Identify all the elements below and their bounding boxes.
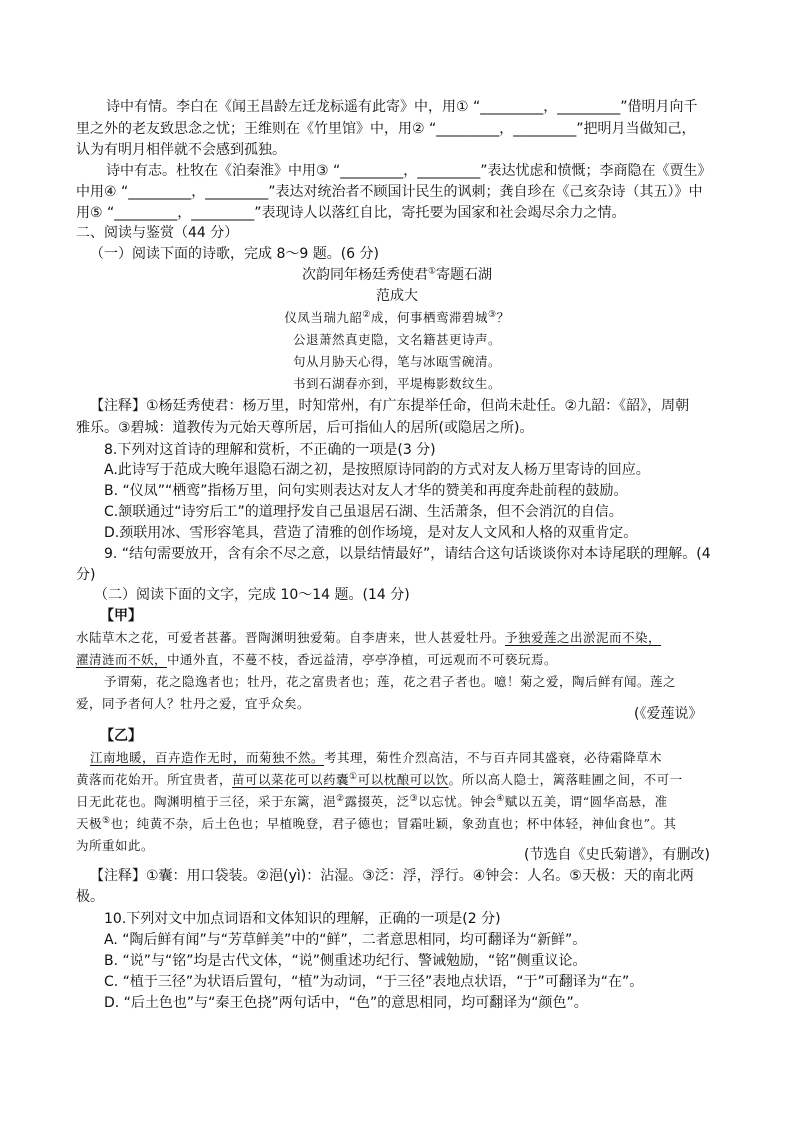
intro-p2-line2: 中用④ “_________，_________”表达对统治者不顾国计民生的讽刺；龚自珍在《己亥杂诗（其五）》中 [76,184,703,200]
q10-stem: 10.下列对文中加点词语和文体知识的理解，正确的一项是(2 分) [104,911,501,927]
poem-line-2: 公退萧然真吏隐，文名籍甚更诗声。 [292,332,501,347]
underlined-sentence-cont: 濯清涟而不妖， [76,652,168,667]
passage-yi-line3: 日无此花也。陶渊明植于三径，采于东篱，浥②露掇英，泛③以忘忧。钟会④赋以五美，谓“圆华高悬，准 [76,793,668,809]
q10-option-c: C. “植于三径”为状语后置句，“植”为动词，“于三径”表地点状语，“于”可翻译为“在”。 [104,974,644,990]
underlined-sentence: 予独爱莲之出淤泥而不染， [505,630,662,645]
poem-line-1: 仪凤当瑞九韶②成，何事栖鸾滞碧城③？ [284,309,510,325]
section2-heading: 二、阅读与鉴赏（44 分） [76,225,239,241]
part1-heading: （一）阅读下面的诗歌，完成 8～9 题。(6 分) [90,246,379,262]
intro-p1-line2: 里之外的老友致思念之忧；王维则在《竹里馆》中，用② “_________，_________”把明月当做知己， [76,121,696,137]
poem-note-line1: 【注释】①杨廷秀使君：杨万里，时知常州，有广东提举任命，但尚未赴任。②九韶：《韶》，周朝 [90,398,690,414]
q8-option-c: C.颔联通过“诗穷后工”的道理抒发自己虽退居石湖、生活萧条，但不会消沉的自信。 [104,504,623,520]
passage-yi-label: 【乙】 [100,728,142,744]
poem-line-4: 书到石湖春亦到，平堤梅影数纹生。 [292,376,501,391]
q8-option-a: A.此诗写于范成大晚年退隐石湖之初，是按照原诗同韵的方式对友人杨万里寄诗的回应。 [104,462,650,478]
part2-heading: （二）阅读下面的文字，完成 10～14 题。(14 分) [94,587,410,603]
q8-option-b: B. “仪凤”“栖鸾”指杨万里，问句实则表达对友人才华的赞美和再度奔赴前程的鼓励。 [104,483,628,499]
passage-yi-line1: 江南地暖，百卉造作无时，而菊独不然。考其理，菊性介烈高洁，不与百卉同其盛衰，必待霜降草木 [90,750,663,765]
q8-option-d: D.颈联用冰、雪形容笔具，营造了清雅的创作场境，是对友人文风和人格的双重肯定。 [104,525,638,541]
poem-author: 范成大 [376,288,418,304]
poem-line-3: 句从月胁天心得，笔与冰瓯雪碗清。 [292,354,501,369]
passage-jia-line2: 濯清涟而不妖，中通外直，不蔓不枝，香远益清，亭亭净植，可远观而不可亵玩焉。 [76,652,558,667]
passage-jia-line3: 予谓菊，花之隐逸者也；牡丹，花之富贵者也；莲，花之君子者也。噫！菊之爱，陶后鲜有闻。莲之 [104,674,677,689]
poem-title: 次韵同年杨廷秀使君①寄题石湖 [301,266,493,283]
underlined-sentence: 江南地暖，百卉造作无时，而菊独不然。 [90,750,325,765]
q10-option-a: A. “陶后鲜有闻”与“芳草鲜美”中的“鲜”，二者意思相同，均可翻译为“新鲜”。 [104,932,587,948]
poem-note-line2: 雅乐。③碧城：道教传为元始天尊所居，后可指仙人的居所(或隐居之所)。 [76,420,534,436]
q10-option-b: B. “说”与“铭”均是古代文体，“说”侧重述功纪行、警诫勉励，“铭”侧重议论。 [104,953,587,969]
intro-p2-line3: 用⑤ “_________，_________”表现诗人以落红自比，寄托要为国家和社会竭尽余力之情。 [76,205,626,221]
passage-jia-line1: 水陆草木之花，可爱者甚蕃。晋陶渊明独爱菊。自李唐来，世人甚爱牡丹。予独爱莲之出淤泥而不染， [76,630,662,645]
passage-yi-line2: 黄落而花始开。所宜贵者，苗可以菜花可以药囊①可以枕酿可以饮。所以高人隐士，篱落畦圃之间，不可一 [76,771,683,787]
passage-yi-line4: 天极⑤也；纯黄不杂，后土色也；早植晚登，君子德也；冒霜吐颖，象劲直也；杯中体轻，神仙食也”。其 [76,815,677,831]
q9-line1: 9. “结句需要放开，含有余不尽之意，以景结情最好”，请结合这句话谈谈你对本诗尾联的理解。(4 [104,546,711,562]
passage-jia-source: (《爱莲说》 [634,706,703,722]
q9-line2: 分) [76,567,96,583]
passage-jia-line4: 爱，同予者何人？牡丹之爱，宜乎众矣。 [76,696,311,711]
intro-p1-line3: 认为有明月相伴就不会感到孤独。 [76,142,286,158]
passage-yi-note-line1: 【注释】①囊：用口袋装。②浥(yì)：沾湿。③泛：浮，浮行。④钟会：人名。⑤天极：天的南北两 [90,868,694,884]
q8-stem: 8.下列对这首诗的理解和赏析，不正确的一项是(3 分) [104,442,436,458]
passage-yi-line5: 为所重如此。 [76,838,155,853]
q10-option-d: D. “后土色也”与“秦王色挠”两句话中，“色”的意思相同，均可翻译为“颜色”。 [104,995,588,1011]
passage-jia-label: 【甲】 [100,608,142,624]
intro-p1-line1: 诗中有情。李白在《闻王昌龄左迁龙标遥有此寄》中，用① “_________，_________”借明月向千 [106,99,698,115]
intro-p2-line1: 诗中有志。杜牧在《泊秦淮》中用③ “_________，_________”表达忧虑和愤慨；李商隐在《贾生》 [106,163,712,179]
underlined-phrase: 苗可以菜花可以药囊①可以枕酿可以饮 [232,771,449,787]
passage-yi-note-line2: 极。 [76,889,104,905]
passage-yi-source: (节选自《史氏菊谱》，有删改) [524,847,710,863]
